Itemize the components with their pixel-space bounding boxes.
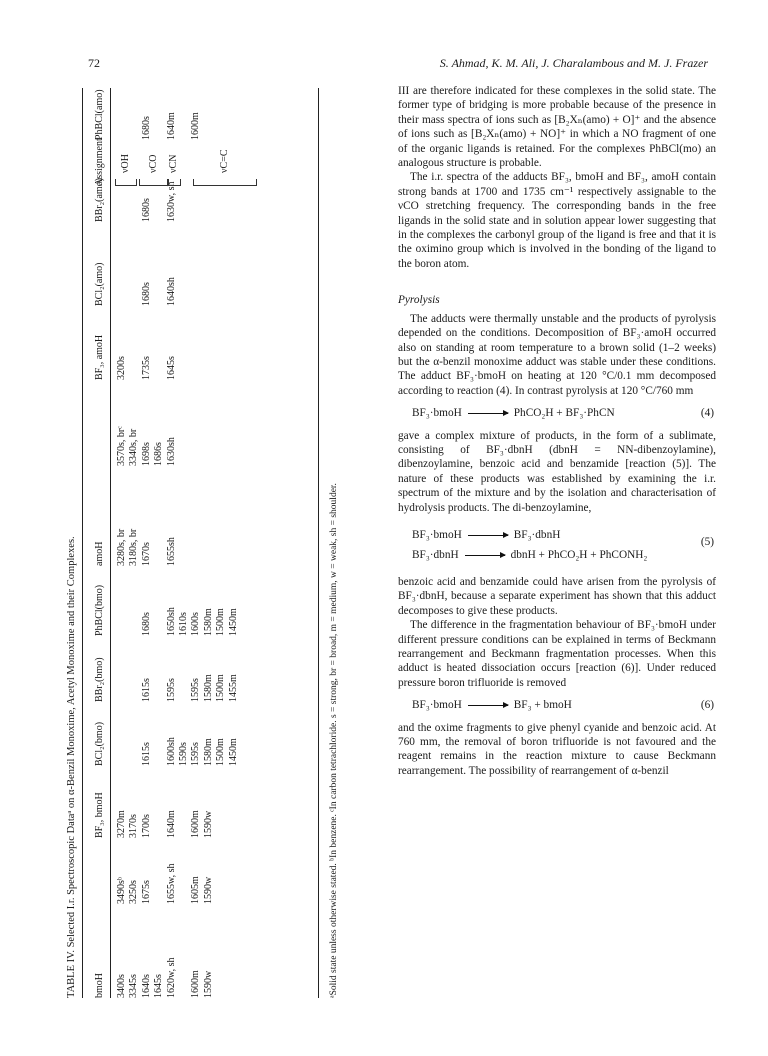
table-cell: 1590w <box>202 876 214 904</box>
table-cell: 1580m <box>202 738 214 766</box>
paragraph: benzoic acid and benzamide could have arisen from the pyrolysis of BF₃·dbnH, because a separate experiment has shown that this adduct decomposes to give these products. <box>398 575 716 617</box>
table-cell: 1595s <box>190 742 202 766</box>
table-cell: 1580m <box>202 674 214 702</box>
table-cell: 1450m <box>227 608 239 636</box>
eq-right: BF₃ + bmoH <box>513 699 572 712</box>
assignment-text: νCN <box>167 154 179 173</box>
table-cell: 1595s <box>190 678 202 702</box>
table-cell: 1655w, sh <box>165 863 177 904</box>
table-cell: 1640m <box>165 810 177 838</box>
table-cell: 3490sᵇ <box>116 877 127 904</box>
eq-left: BF₃·bmoH <box>412 699 462 712</box>
equation-6 <box>412 698 716 712</box>
table-cell: 1620w, sh <box>165 957 177 998</box>
table-cell: 1450m <box>227 738 239 766</box>
table-top-rule <box>82 88 83 998</box>
brace-icon <box>167 179 181 186</box>
table-cell: 1630sh <box>165 437 177 466</box>
arrow-icon <box>468 413 508 414</box>
table-bottom-rule <box>318 88 319 998</box>
table-cell: 1645s <box>153 974 165 998</box>
table-cell: 3180s, br <box>128 528 140 566</box>
equation-5 <box>412 525 716 565</box>
table-cell: 1590s <box>178 742 189 766</box>
arrow-icon <box>468 535 508 536</box>
paragraph: and the oxime fragments to give phenyl cyanide and benzoic acid. At 760 mm, the removal of boron trifluoride is not favoured and the reagent remains in the reaction mixture to cause Beckmann rearrangement. The possibility of rearrangement of α-benzil <box>398 721 716 777</box>
table-cell: 1686s <box>153 442 165 466</box>
table-cell: 1700s <box>140 814 152 838</box>
table-cell: 1680s <box>140 198 152 222</box>
col-header: BF₃, bmoH <box>94 792 105 838</box>
table-title: TABLE IV. Selected I.r. Spectroscopic Dataᵃ on α-Benzil Monoxime, Acetyl Monoxime and their Complexes. <box>66 536 77 998</box>
table-cell: 1630w, sh <box>165 181 177 222</box>
brace-icon <box>115 179 137 186</box>
brace-icon <box>139 179 169 186</box>
table-cell: 1600sh <box>165 737 177 766</box>
table-cell: 1500m <box>215 608 227 636</box>
table-cell: 3280s, br <box>116 528 127 566</box>
table-cell: 1595s <box>165 678 177 702</box>
table-cell: 1645s <box>165 356 177 380</box>
table-cell: 1500m <box>215 738 227 766</box>
table-cell: 3250s <box>128 880 140 904</box>
table-cell: 1600s <box>190 612 202 636</box>
table-cell: 1675s <box>140 880 152 904</box>
table-rotated-frame <box>60 88 360 998</box>
table-cell: 1650sh <box>165 607 177 636</box>
brace-icon <box>193 179 257 186</box>
paragraph: The i.r. spectra of the adducts BF₃, bmoH and BF₃, amoH contain strong bands at 1700 and 1735 cm⁻¹ respectively assignable to the νCO stretching frequency. The corresponding bands in the free ligands in the solid state and in solution appear lower suggesting that in the complexes the carbonyl group of the ligand is free and that it is the oximino group which is involved in the bonding of the ligand to the boron atom. <box>398 171 716 270</box>
eq-left: BF₃·bmoH <box>412 528 462 541</box>
table-cell: 1610s <box>178 612 189 636</box>
table-cell: 1698s <box>140 442 152 466</box>
table-cell: 1590w <box>202 810 214 838</box>
eq-right: PhCO₂H + BF₃·PhCN <box>513 407 615 420</box>
equation-number: (6) <box>700 699 714 712</box>
table-cell: 1600m <box>190 112 202 140</box>
table-cell: 1680s <box>140 116 152 140</box>
body-text-column <box>398 84 716 778</box>
table-cell: 3340s, br <box>128 428 140 466</box>
arrow-icon <box>468 705 508 706</box>
table-cell: 3170s <box>128 814 140 838</box>
eq-left: BF₃·bmoH <box>412 407 462 420</box>
table-cell: 3400s <box>116 974 127 998</box>
paragraph: gave a complex mixture of products, in the form of a sublimate, consisting of BF₃·dbnH (dbnH = NN-dibenzoylamine), dibenzoylamine, benzoic acid and benzamide [reaction (5)]. The nature of these products was established by examining the i.r. spectrum of the mixture and by the isolation and characterisation of hydrolysis products. The di-benzoylamine, <box>398 429 716 514</box>
table-cell: 1680s <box>140 282 152 306</box>
col-header: BF₃, amoH <box>94 334 105 380</box>
table-cell: 1670s <box>140 542 152 566</box>
equation-4 <box>412 406 716 420</box>
table-cell: 1455m <box>227 674 239 702</box>
table-cell: 1580m <box>202 608 214 636</box>
table-iv <box>60 88 360 998</box>
table-cell: 1640s <box>140 974 152 998</box>
col-header: PhBCl(bmo) <box>94 584 105 636</box>
table-cell: 3570s, brᶜ <box>116 426 127 466</box>
assignment-label <box>116 88 136 186</box>
table-cell: 1680s <box>140 612 152 636</box>
eq-right: BF₃·dbnH <box>513 528 561 541</box>
col-header: amoH <box>94 541 105 566</box>
col-header: BBr₂(bmo) <box>94 657 105 702</box>
assignment-label <box>194 88 256 186</box>
table-cell: 1615s <box>140 742 152 766</box>
eq-left: BF₃·dbnH <box>412 548 459 561</box>
paragraph: The adducts were thermally unstable and the products of pyrolysis depended on the conditions. Decomposition of BF₃·amoH occurred also on standing at room temperature to a brown solid (1–2 weeks) but the α-benzil monoxime adduct was stable under these conditions. The adduct BF₃·bmoH on heating at 120 °C/0.1 mm decomposed according to reaction (4). In contrast pyrolysis at 120 °C/760 mm <box>398 312 716 397</box>
col-header: BCl₂(amo) <box>94 262 105 306</box>
assignment-label <box>165 88 180 186</box>
col-header-assignment: Assignment <box>94 138 105 186</box>
assignment-label <box>140 88 168 186</box>
table-header-rule <box>110 88 111 998</box>
table-footnote: ᵃSolid state unless otherwise stated. ᵇIn benzene. ᶜIn carbon tetrachloride. s = strong, br = broad, m = medium, w = weak, sh = shoulder. <box>329 483 339 998</box>
eq-right: dbnH + PhCO₂H + PhCONH₂ <box>510 548 648 561</box>
equation-number: (5) <box>700 535 714 548</box>
col-header: PhBCl(amo) <box>94 89 105 140</box>
table-cell: 3270m <box>116 810 127 838</box>
paragraph: III are therefore indicated for these complexes in the solid state. The former type of bridging is more probable because of the presence in their mass spectra of ions such as [B₂Xₙ(amo) + O]⁺ and the absence of ions such as [B₂Xₙ(amo) + NO]⁺ in which a NO fragment of one of the organic ligands is retained. For the complexes PhBCl(mo) an analogous structure is probable. <box>398 85 716 170</box>
table-cell: 1735s <box>140 356 152 380</box>
table-cell: 1500m <box>215 674 227 702</box>
col-header: bmoH <box>94 973 105 998</box>
col-header: BCl₂(bmo) <box>94 721 105 766</box>
table-cell: 1590w <box>202 970 214 998</box>
running-head: S. Ahmad, K. M. Ali, J. Charalambous and M. J. Frazer <box>439 56 708 70</box>
col-header: BBr₂(amo) <box>94 177 105 222</box>
paragraph: The difference in the fragmentation behaviour of BF₃·bmoH under different pressure conditions can be explained in terms of Beckmann rearrangement and Beckmann fragmentation processes. When this adduct is heated dissociation occurs [reaction (6)]. Under reduced pressure boron trifluoride is removed <box>398 619 716 689</box>
table-cell: 1640sh <box>165 277 177 306</box>
section-heading: Pyrolysis <box>398 294 440 307</box>
assignment-text: νOH <box>119 154 131 173</box>
table-cell: 1600m <box>190 810 202 838</box>
table-cell: 3200s <box>116 356 127 380</box>
table-cell: 1600m <box>190 970 202 998</box>
assignment-text: νC=C <box>218 149 230 173</box>
table-cell: 1615s <box>140 678 152 702</box>
table-cell: 1655sh <box>165 537 177 566</box>
page-number: 72 <box>88 56 100 70</box>
table-cell: 1605m <box>190 876 202 904</box>
arrow-icon <box>465 555 505 556</box>
table-cell: 1640m <box>165 112 177 140</box>
assignment-text: νCO <box>147 154 159 173</box>
equation-number: (4) <box>700 407 714 420</box>
table-cell: 3345s <box>128 974 140 998</box>
